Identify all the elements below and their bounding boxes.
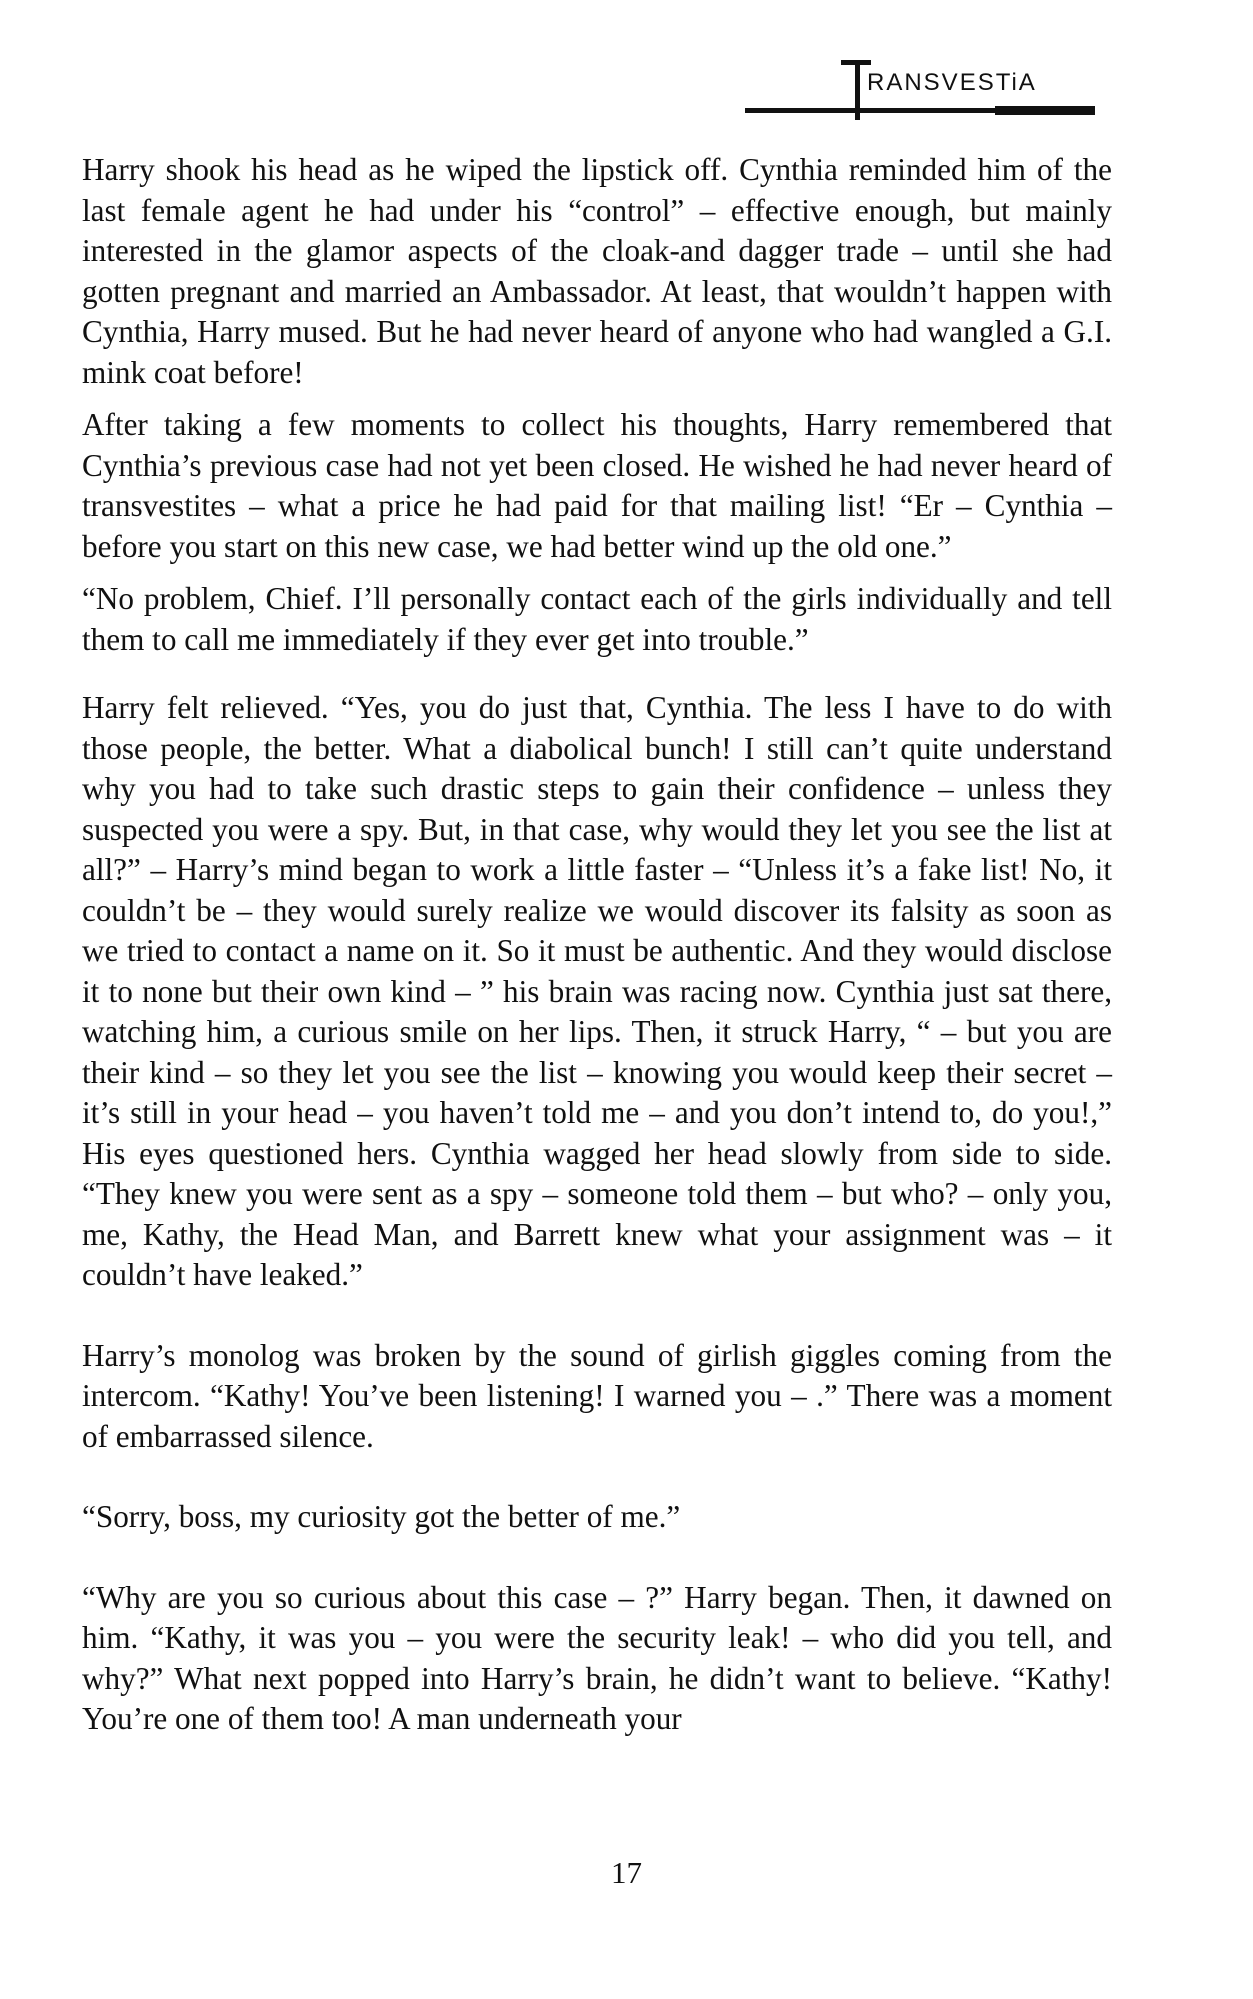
header-t-stem <box>855 60 860 120</box>
paragraph: “Sorry, boss, my curiosity got the better of me.” <box>82 1499 681 1534</box>
paragraph: “No problem, Chief. I’ll personally contact each of the girls individually and tell them to call me immediately if they ever get into trouble.” <box>82 581 1112 657</box>
paragraph: Harry shook his head as he wiped the lipstick off. Cynthia reminded him of the last female agent he had under his “control” – effective enough, but mainly interested in the glamor aspects of the cloak-and dagger trade – until she had gotten pregnant and married an Ambassador. At least, that wouldn’t happen with Cynthia, Harry mused. But he had never heard of anyone who had wangled a G.I. mink coat before! <box>82 152 1112 390</box>
paragraph: After taking a few moments to collect his thoughts, Harry remembered that Cynthia’s previous case had not yet been closed. He wished he had never heard of transvestites – what a price he had paid for that mailing list! “Er – Cynthia – before you start on this new case, we had better wind up the old one.” <box>82 407 1112 564</box>
running-header <box>745 50 1095 120</box>
page-number: 17 <box>611 1855 642 1890</box>
paragraph: “Why are you so curious about this case – ?” Harry began. Then, it dawned on him. “Kathy, it was you – you were the security leak! – who did you tell, and why?” What next popped into Harry’s brain, he didn’t want to believe. “Kathy! You’re one of them too! A man underneath your <box>82 1579 1112 1736</box>
body-text <box>82 150 1112 1740</box>
header-title: RANSVESTiA <box>867 69 1037 96</box>
paragraph: Harry’s monolog was broken by the sound of girlish giggles coming from the intercom. “Kathy! You’ve been listening! I warned you – .” There was a moment of embarrassed silence. <box>82 1337 1112 1454</box>
header-rule-thick <box>995 106 1095 115</box>
paragraph: Harry felt relieved. “Yes, you do just that, Cynthia. The less I have to do with those people, the better. What a diabolical bunch! I still can’t quite understand why you had to take such drastic steps to gain their confidence – unless they suspected you were a spy. But, in that case, why would they let you see the list at all?” – Harry’s mind began to work a little faster – “Unless it’s a fake list! No, it couldn’t be – they would surely realize we would discover its falsity as soon as we tried to contact a name on it. So it must be authentic. And they would disclose it to none but their own kind – ” his brain was racing now. Cynthia just sat there, watching him, a curious smile on her lips. Then, it struck Harry, “ – but you are their kind – so they let you see the list – knowing you would keep their secret – it’s still in your head – you haven’t told me – and you don’t intend to, do you!,” His eyes questioned hers. Cynthia wagged her head slowly from side to side. “They knew you were sent as a spy – someone told them – but who? – only you, me, Kathy, the Head Man, and Barrett knew what your assignment was – it couldn’t have leaked.” <box>82 690 1112 1292</box>
